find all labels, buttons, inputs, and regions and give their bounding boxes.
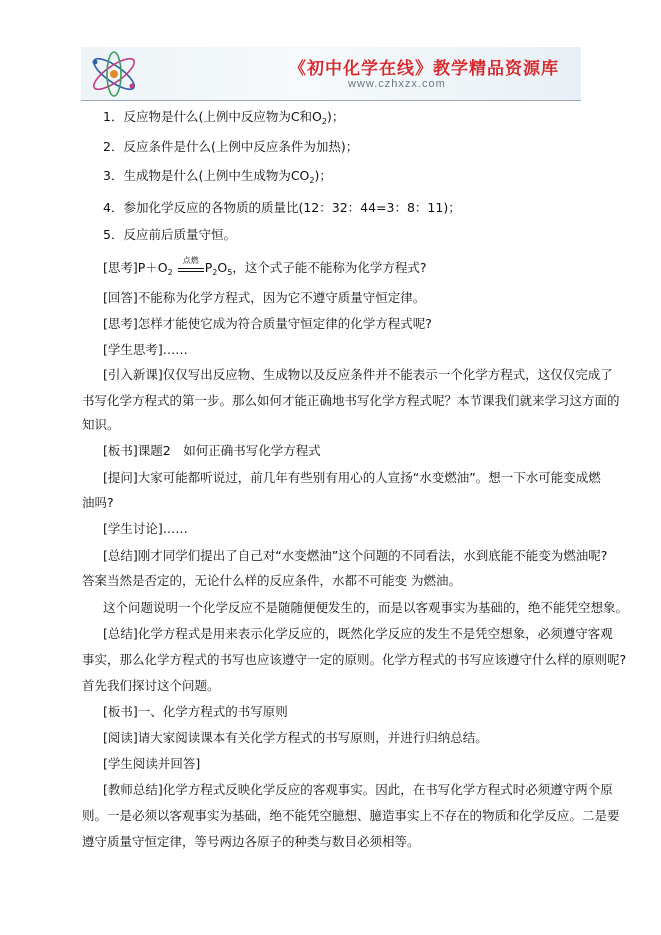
paragraph-line: [思考]怎样才能使它成为符合质量守恒定律的化学方程式呢? (103, 316, 432, 331)
paragraph-line: [学生讨论]…… (103, 521, 188, 536)
paragraph-line: [引入新课]仅仅写出反应物、生成物以及反应条件并不能表示一个化学方程式，这仅仅完成了 (103, 367, 613, 382)
paragraph-line: 遵守质量守恒定律，等号两边各原子的种类与数目必须相等。 (82, 834, 420, 849)
paragraph-line: [板书]课题2 如何正确书写化学方程式 (103, 443, 321, 458)
list-item: 5．反应前后质量守恒。 (103, 227, 236, 242)
reaction-condition-arrow: 点燃 (177, 262, 205, 276)
list-item: 4．参加化学反应的各物质的质量比(12：32：44=3：8：11)； (103, 200, 461, 215)
paragraph-line: [提问]大家可能都听说过，前几年有些别有用心的人宣扬“水变燃油”。想一下水可能变成燃 (103, 470, 601, 485)
paragraph-line: [学生阅读并回答] (103, 756, 201, 771)
paragraph-line: 事实，那么化学方程式的书写也应该遵守一定的原则。化学方程式的书写应该遵守什么样的原则呢? (82, 652, 627, 667)
think-equation-line: [思考]$P+O_2$ 点燃 $P_2O_5$，这个式子能不能称为化学方程式? (103, 255, 427, 277)
list-item: 3．生成物是什么(上例中生成物为$CO_2$)； (103, 168, 332, 185)
paragraph-line: 首先我们探讨这个问题。 (82, 678, 220, 693)
list-item: 1．反应物是什么(上例中反应物为C和$O_2$)； (103, 109, 345, 126)
banner-title: 《初中化学在线》教学精品资源库 (289, 59, 559, 79)
paragraph-line: [阅读]请大家阅读课本有关化学方程式的书写原则，并进行归纳总结。 (103, 730, 488, 745)
paragraph-line: [回答]不能称为化学方程式，因为它不遵守质量守恒定律。 (103, 290, 426, 305)
paragraph-line: [总结]刚才同学们提出了自己对“水变燃油”这个问题的不同看法，水到底能不能变为燃油呢? (103, 548, 608, 563)
paragraph-line: 这个问题说明一个化学反应不是随随便便发生的，而是以客观事实为基础的，绝不能凭空想象。 (103, 600, 629, 615)
paragraph-line: [板书]一、化学方程式的书写原则 (103, 704, 288, 719)
paragraph-line: [教师总结]化学方程式反映化学反应的客观事实。因此，在书写化学方程式时必须遵守两个原 (103, 782, 613, 797)
paragraph-line: [总结]化学方程式是用来表示化学反应的，既然化学反应的发生不是凭空想象，必须遵守客观 (103, 626, 613, 641)
paragraph-line: [学生思考]…… (103, 342, 188, 357)
atom-logo-icon (85, 49, 143, 99)
paragraph-line: 油吗? (82, 495, 114, 510)
paragraph-line: 则。一是必须以客观事实为基础，绝不能凭空臆想、臆造事实上不存在的物质和化学反应。二是要 (82, 808, 620, 823)
banner-url: www.czhxzx.com (348, 78, 446, 90)
header-banner (81, 47, 581, 101)
paragraph-line: 答案当然是否定的，无论什么样的反应条件，水都不可能变 为燃油。 (82, 573, 461, 588)
paragraph-line: 知识。 (82, 417, 120, 432)
list-item: 2．反应条件是什么(上例中反应条件为加热)； (103, 139, 359, 154)
paragraph-line: 书写化学方程式的第一步。那么如何才能正确地书写化学方程式呢？本节课我们就来学习这方面的 (82, 393, 620, 408)
